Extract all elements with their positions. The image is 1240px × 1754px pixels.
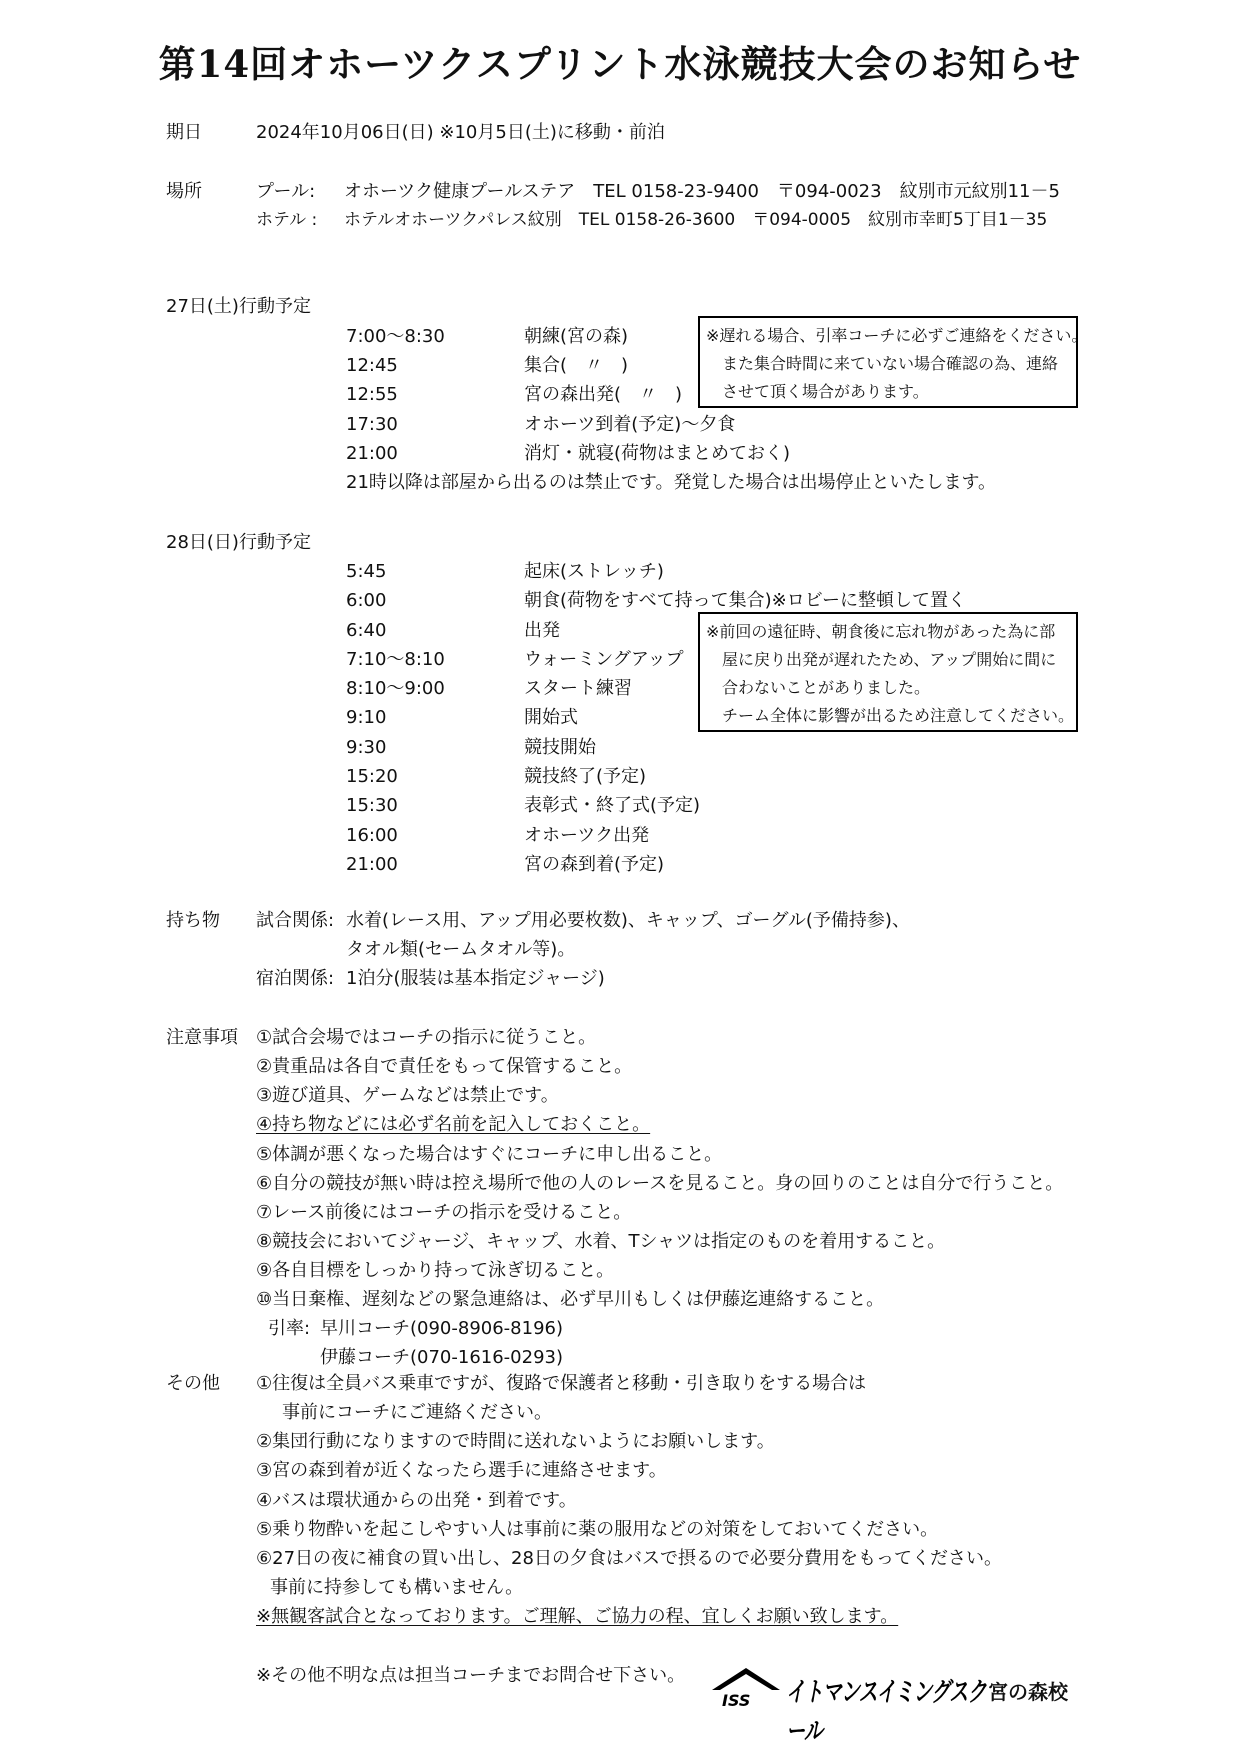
day2-event: ウォーミングアップ [524, 649, 684, 670]
day2-event: 起床(ストレッチ) [524, 561, 664, 582]
day2-notice-line: ※前回の遠征時、朝食後に忘れ物があった為に部 [706, 622, 1056, 641]
day2-time: 5:45 [346, 561, 387, 582]
day1-curfew-note: 21時以降は部屋から出るのは禁止です。発覚した場合は出場停止といたします。 [346, 472, 997, 493]
day2-event: 表彰式・終了式(予定) [524, 795, 701, 816]
day2-event: 出発 [524, 620, 560, 641]
notes-item: ④持ち物などには必ず名前を記入しておくこと。 [256, 1114, 651, 1135]
date-label: 期日 [166, 122, 202, 143]
match-value-cont: タオル類(セームタオル等)。 [346, 939, 576, 960]
day1-notice-line: また集合時間に来ていない場合確認の為、連絡 [706, 354, 1059, 373]
day1-event: 朝練(宮の森) [524, 326, 629, 347]
school-logo [710, 1664, 1070, 1747]
day2-heading: 28日(日)行動予定 [166, 532, 311, 553]
logo-branch: 宮の森校 [988, 1680, 1068, 1704]
lead-label: 引率: [268, 1318, 311, 1339]
footer-note: ※その他不明な点は担当コーチまでお問合せ下さい。 [256, 1665, 686, 1686]
notes-item: ⑧競技会においてジャージ、キャップ、水着、Tシャツは指定のものを着用すること。 [256, 1231, 946, 1252]
other-line: 事前に持参しても構いません。 [270, 1577, 524, 1598]
day2-event: オホーツク出発 [524, 825, 650, 846]
other-line: ①往復は全員バス乗車ですが、復路で保護者と移動・引き取りをする場合は [256, 1373, 867, 1394]
day2-time: 21:00 [346, 854, 398, 875]
day1-notice-box [698, 316, 1088, 408]
other-line: ※無観客試合となっております。ご理解、ご協力の程、宜しくお願い致します。 [256, 1606, 899, 1627]
logo-mark-text: ISS [722, 1691, 751, 1708]
day2-notice-line: 合わないことがありました。 [706, 678, 931, 697]
page-title: 第14回オホーツクスプリント水泳競技大会のお知らせ [158, 42, 1082, 86]
other-line: 事前にコーチにご連絡ください。 [282, 1402, 552, 1423]
day2-time: 9:30 [346, 737, 387, 758]
lead-coach: 伊藤コーチ(070-1616-0293) [320, 1347, 564, 1368]
day1-event: オホーツ到着(予定)～夕食 [524, 414, 736, 435]
day2-time: 6:40 [346, 620, 387, 641]
other-line: ⑥27日の夜に補食の買い出し、28日の夕食はバスで摂るので必要分費用をもってください。 [256, 1548, 1002, 1569]
day2-event: 宮の森到着(予定) [524, 854, 665, 875]
notes-item: ⑦レース前後にはコーチの指示を受けること。 [256, 1202, 632, 1223]
day2-time: 15:30 [346, 795, 398, 816]
logo-text: イトマンスイミングスクール [786, 1677, 986, 1747]
pool-value: オホーツク健康プールステア TEL 0158-23-9400 〒094-0023 紋別市元紋別11－5 [344, 181, 1060, 202]
place-label: 場所 [166, 181, 202, 202]
day2-time: 15:20 [346, 766, 398, 787]
pool-label: プール: [256, 181, 316, 202]
day2-event: スタート練習 [524, 678, 632, 699]
day2-time: 7:10～8:10 [346, 649, 445, 670]
stay-value: 1泊分(服装は基本指定ジャージ) [346, 968, 605, 989]
match-value: 水着(レース用、アップ用必要枚数)、キャップ、ゴーグル(予備持参)、 [346, 910, 910, 931]
iss-logo-mark [710, 1664, 782, 1708]
day1-event: 消灯・就寝(荷物はまとめておく) [524, 443, 791, 464]
notes-item: ②貴重品は各自で責任をもって保管すること。 [256, 1056, 633, 1077]
other-line: ④バスは環状通からの出発・到着です。 [256, 1490, 577, 1511]
day2-event: 朝食(荷物をすべて持って集合)※ロビーに整頓して置く [524, 590, 967, 611]
notes-item: ⑨各自目標をしっかり持って泳ぎ切ること。 [256, 1260, 615, 1281]
day1-notice-line: させて頂く場合があります。 [706, 382, 929, 401]
other-line: ⑤乗り物酔いを起こしやすい人は事前に薬の服用などの対策をしておいてください。 [256, 1519, 939, 1540]
notes-item: ⑤体調が悪くなった場合はすぐにコーチに申し出ること。 [256, 1144, 723, 1165]
day2-notice-box [698, 612, 1078, 732]
day1-notice-line: ※遅れる場合、引率コーチに必ずご連絡をください。 [706, 326, 1088, 345]
notes-item: ③遊び道具、ゲームなどは禁止です。 [256, 1085, 559, 1106]
other-line: ③宮の森到着が近くなったら選手に連絡させます。 [256, 1460, 667, 1481]
day2-notice-line: 屋に戻り出発が遅れたため、アップ開始に間に [706, 650, 1057, 669]
belongings-label: 持ち物 [166, 910, 220, 931]
stay-label: 宿泊関係: [256, 968, 335, 989]
day1-time: 12:55 [346, 384, 398, 405]
day2-time: 9:10 [346, 707, 387, 728]
notes-item: ⑥自分の競技が無い時は控え場所で他の人のレースを見ること。身の回りのことは自分で行うこと。 [256, 1173, 1064, 1194]
day2-notice-line: チーム全体に影響が出るため注意してください。 [706, 706, 1075, 725]
day1-event: 集合( 〃 ) [524, 355, 629, 376]
other-label: その他 [166, 1373, 220, 1394]
day2-event: 競技終了(予定) [524, 766, 647, 787]
lead-coach: 早川コーチ(090-8906-8196) [320, 1318, 564, 1339]
day1-time: 7:00～8:30 [346, 326, 445, 347]
hotel-value: ホテルオホーツクパレス紋別 TEL 0158-26-3600 〒094-0005 紋別市幸町5丁目1－35 [344, 210, 1048, 230]
day2-event: 競技開始 [524, 737, 596, 758]
hotel-label: ホテル : [256, 210, 318, 230]
other-line: ②集団行動になりますので時間に送れないようにお願いします。 [256, 1431, 775, 1452]
day2-time: 16:00 [346, 825, 398, 846]
day2-event: 開始式 [524, 707, 578, 728]
day1-time: 17:30 [346, 414, 398, 435]
day1-time: 21:00 [346, 443, 398, 464]
day2-time: 8:10～9:00 [346, 678, 445, 699]
notes-item: ⑩当日棄権、遅刻などの緊急連絡は、必ず早川もしくは伊藤迄連絡すること。 [256, 1289, 885, 1310]
day1-time: 12:45 [346, 355, 398, 376]
day2-time: 6:00 [346, 590, 387, 611]
day1-heading: 27日(土)行動予定 [166, 296, 311, 317]
match-label: 試合関係: [256, 910, 335, 931]
date-value: 2024年10月06日(日) ※10月5日(土)に移動・前泊 [256, 122, 665, 143]
notes-label: 注意事項 [166, 1027, 238, 1048]
notes-item: ①試合会場ではコーチの指示に従うこと。 [256, 1027, 597, 1048]
day1-event: 宮の森出発( 〃 ) [524, 384, 683, 405]
